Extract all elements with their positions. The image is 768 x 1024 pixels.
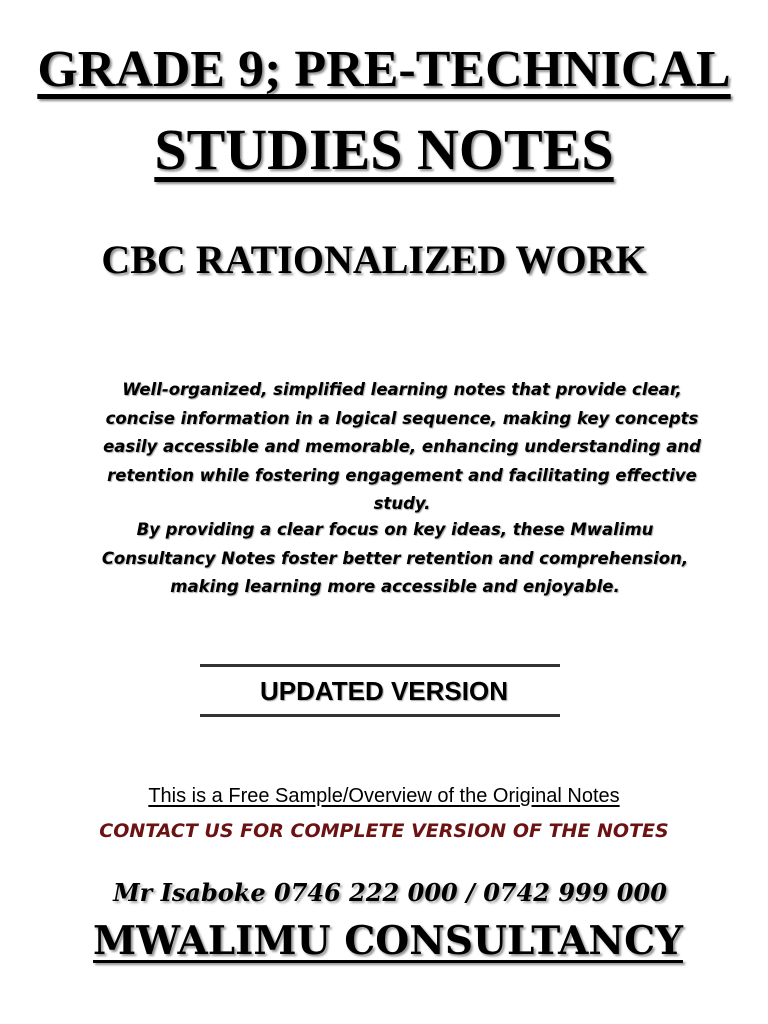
- title-line-2: STUDIES NOTES: [154, 117, 614, 182]
- sample-note: This is a Free Sample/Overview of the Original Notes: [148, 785, 620, 807]
- subtitle: CBC RATIONALIZED WORK: [101, 237, 647, 282]
- title-line-1: GRADE 9; PRE-TECHNICAL: [37, 41, 731, 98]
- contact-line: CONTACT US FOR COMPLETE VERSION OF THE NOTES: [99, 820, 669, 842]
- version-rule-bottom: [200, 714, 560, 717]
- intro-paragraph: Well-organized, simplified learning notes that provide clear, concise information in a logical sequence, making key concepts easily accessible and memorable, enhancing understanding and retention while fostering engagement and facilitating effective study.: [103, 380, 701, 513]
- phone-line: Mr Isaboke 0746 222 000 / 0742 999 000: [113, 878, 667, 907]
- version-rule-top: [200, 664, 560, 667]
- brand-name: MWALIMU CONSULTANCY: [93, 918, 683, 964]
- version-label: UPDATED VERSION: [260, 676, 508, 706]
- focus-paragraph: By providing a clear focus on key ideas, these Mwalimu Consultancy Notes foster better retention and comprehension, making learning more accessible and enjoyable.: [101, 520, 689, 596]
